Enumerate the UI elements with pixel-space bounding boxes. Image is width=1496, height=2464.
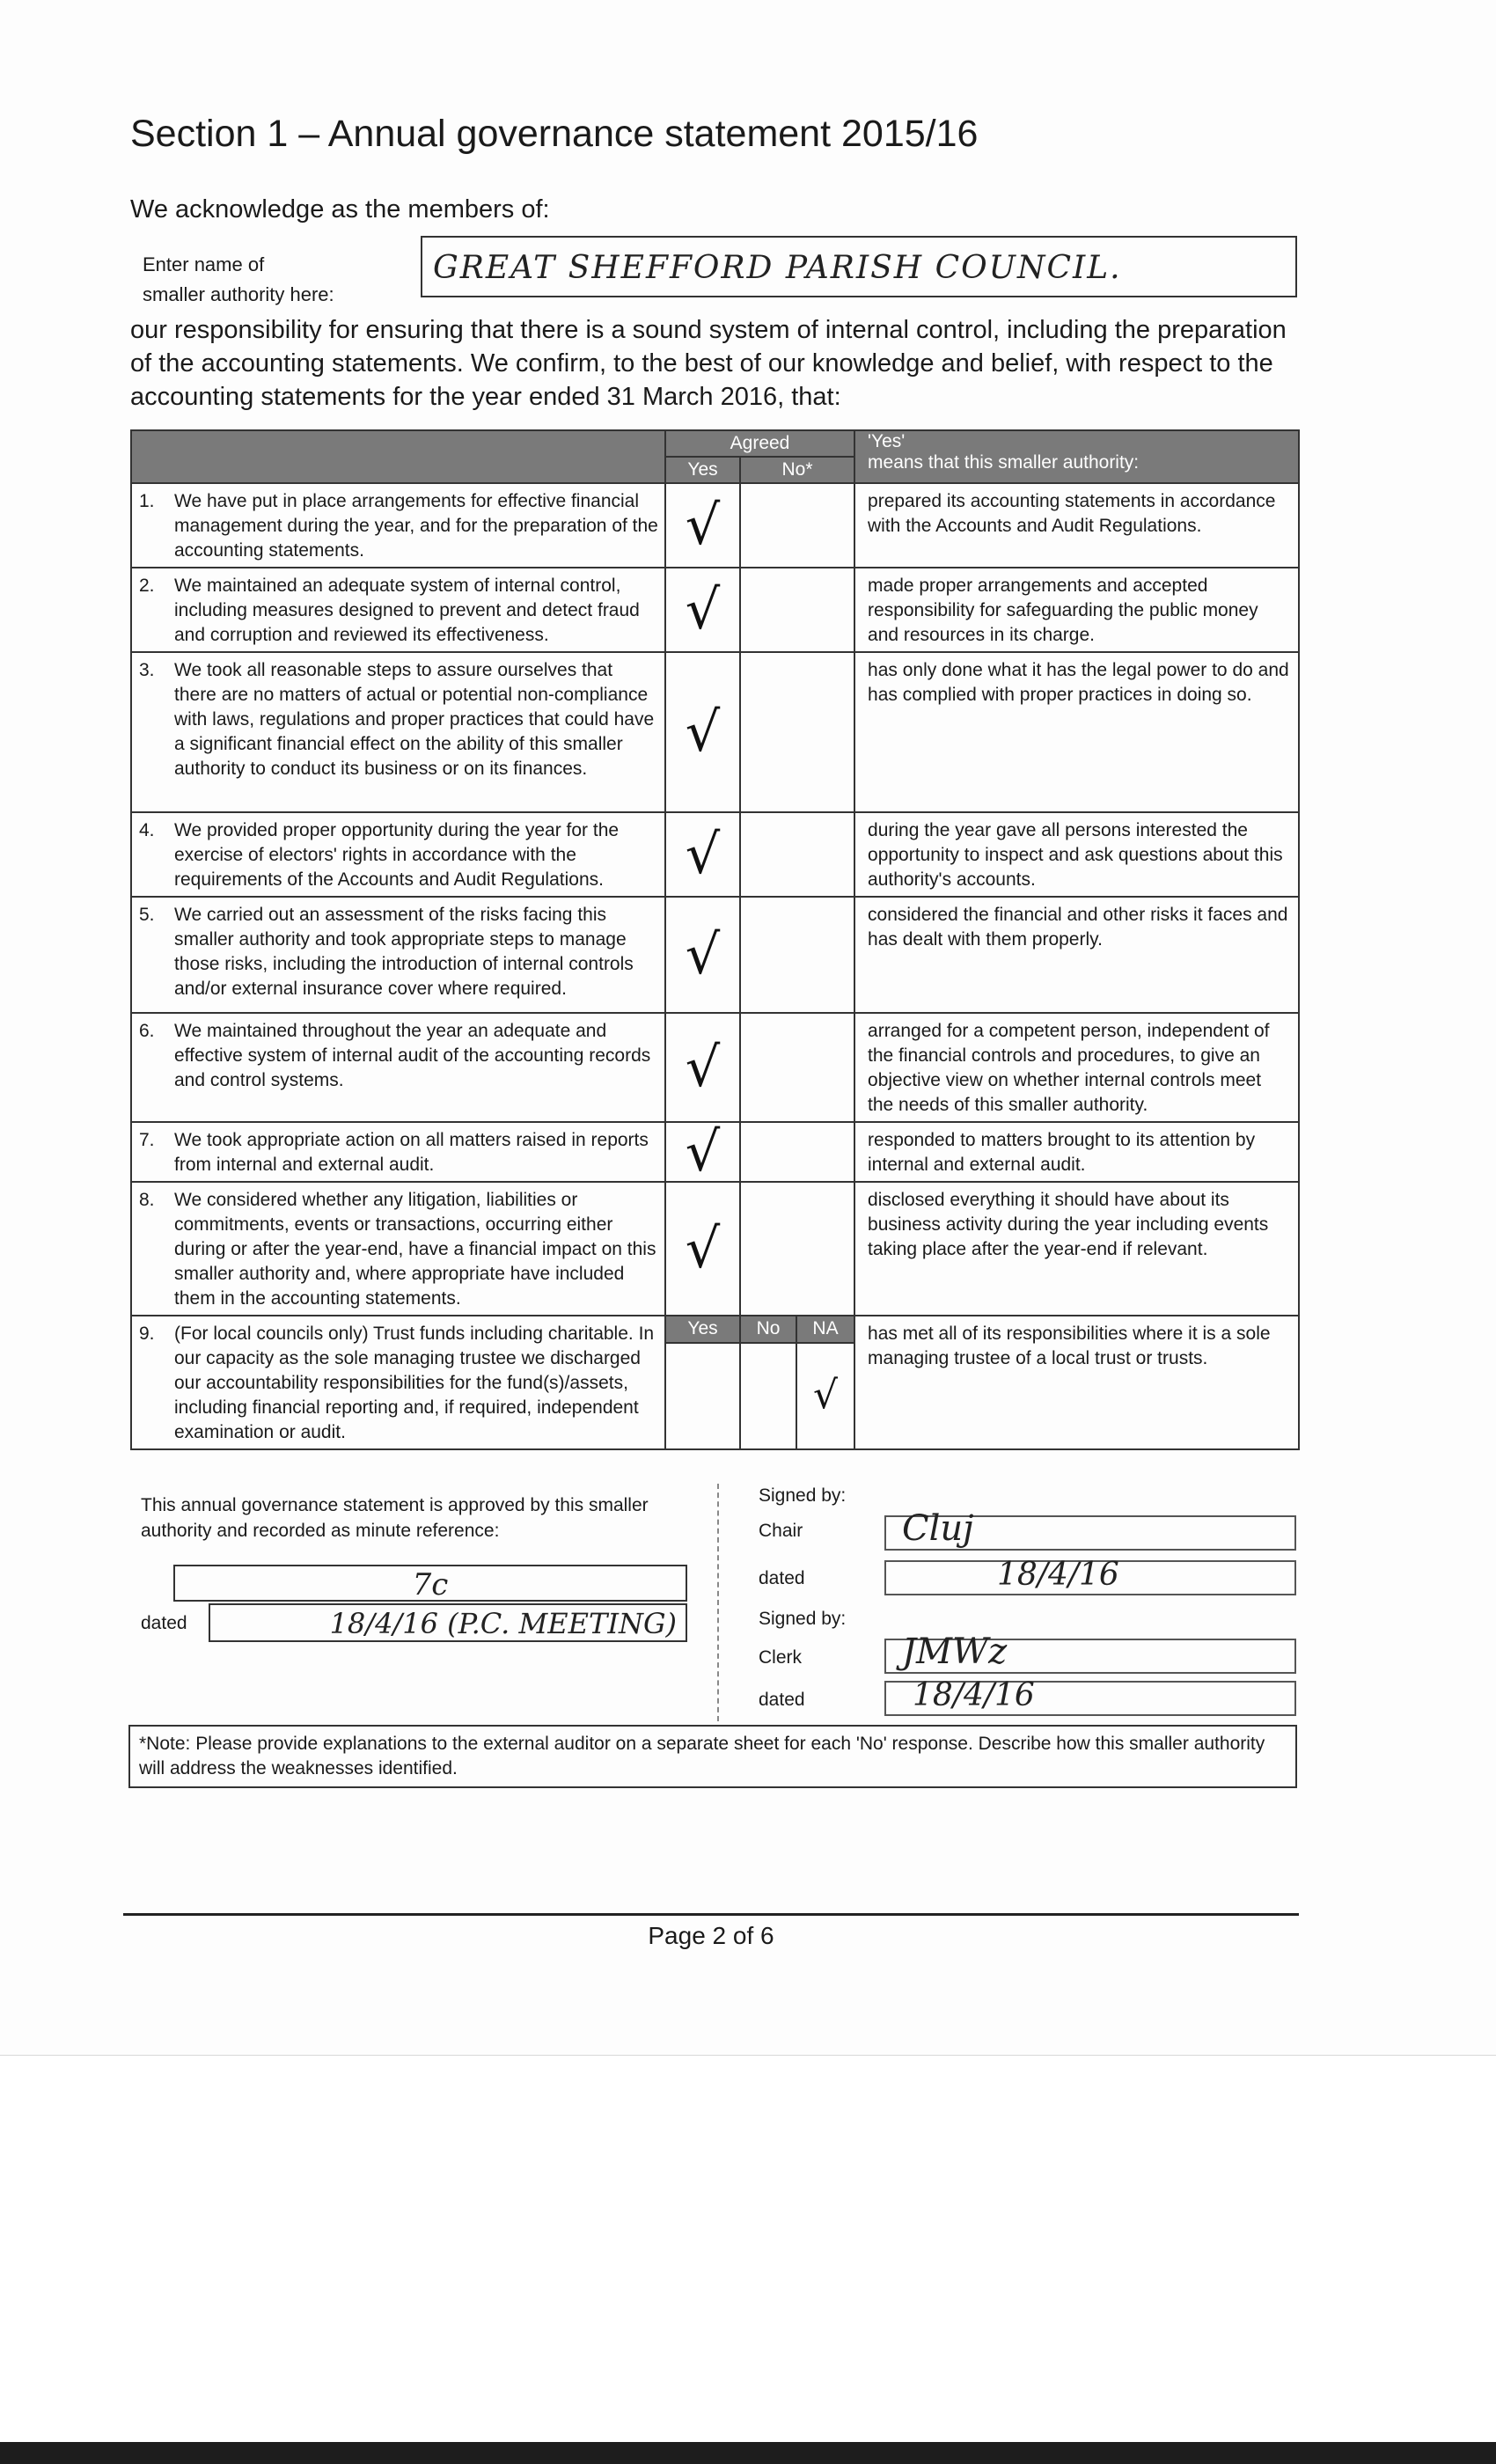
no-checkbox[interactable] [740,483,854,568]
clerk-signature: JMWz [902,1632,1008,1672]
row9-no-checkbox[interactable] [740,1343,796,1449]
scan-bottom-edge [0,2442,1496,2464]
statement-text: We took appropriate action on all matters raised in reports from internal and external audit. [174,1130,649,1175]
statement-cell [131,483,665,568]
statement-text: We carried out an assessment of the risks facing this smaller authority and took appropriate steps to manage those risks, including the introduction of internal controls and/or external insurance cover where required. [174,905,634,999]
authority-name-field[interactable] [421,236,1297,297]
meaning-cell: disclosed everything it should have about its business activity during the year including events taking place after the year-end if relevant. [854,1182,1299,1316]
chair-date-field[interactable] [884,1557,1296,1595]
scan-blank-area [0,2055,1496,2443]
row9-yes-checkbox[interactable] [665,1343,740,1449]
clerk-dated-label: dated [759,1690,805,1710]
authority-label-line2: smaller authority here: [143,283,334,305]
minute-reference-field[interactable] [173,1565,687,1602]
chair-label: Chair [759,1521,803,1541]
statement-cell [131,897,665,1013]
check-mark-icon: √ [685,493,721,557]
page-number: Page 2 of 6 [648,1922,774,1949]
approval-date-field[interactable] [209,1603,687,1642]
yes-means-line1: 'Yes' [868,431,906,451]
no-checkbox[interactable] [740,812,854,897]
yes-means-line2: means that this smaller authority: [868,452,1140,473]
table-row [131,1182,1299,1316]
row9-yes-header: Yes [665,1316,740,1343]
approval-text: This annual governance statement is approved by this smaller authority and recorded as minute reference: [141,1495,649,1541]
statement-cell [131,568,665,652]
meaning-cell: made proper arrangements and accepted responsibility for safeguarding the public money and resources in its charge. [854,568,1299,652]
footer-divider [123,1913,1299,1916]
row9-na-checkbox[interactable] [796,1343,854,1449]
approval-dated-label: dated [141,1613,187,1633]
yes-checkbox[interactable] [665,897,740,1013]
page-title: Section 1 – Annual governance statement 2015/16 [130,113,979,155]
authority-name-value: GREAT SHEFFORD PARISH COUNCIL. [433,250,1122,286]
meaning-cell: during the year gave all persons interested the opportunity to inspect and ask questions about this authority's accounts. [854,812,1299,897]
statement-text: We took all reasonable steps to assure ourselves that there are no matters of actual or potential non-compliance with laws, regulations and proper practices that could have a significant financial effect on the ability of this smaller authority to conduct its business or on its finances. [174,660,655,779]
signature-divider [717,1484,719,1721]
row-number: 2. [139,576,155,596]
statement-text: We maintained throughout the year an adequate and effective system of internal audit of the accounting records and control systems. [174,1021,651,1090]
table-row [131,897,1299,1013]
statement-cell [131,1122,665,1182]
table-header-row-1 [131,430,1299,457]
yes-checkbox[interactable] [665,483,740,568]
statement-text: We provided proper opportunity during the year for the exercise of electors' rights in accordance with the requirements of the Accounts and Audit Regulations. [174,820,620,890]
row-number: 8. [139,1190,155,1210]
clerk-date-value: 18/4/16 [913,1677,1035,1713]
approval-date-value: 18/4/16 (P.C. MEETING) [329,1607,677,1640]
chair-signature-field[interactable] [884,1508,1296,1551]
table-row [131,652,1299,812]
signed-by-label-chair: Signed by: [759,1485,847,1506]
statement-text: We have put in place arrangements for effective financial management during the year, and for the preparation of the accounting statements. [174,491,658,561]
yes-checkbox[interactable] [665,652,740,812]
no-checkbox[interactable] [740,897,854,1013]
signed-by-label-clerk: Signed by: [759,1609,847,1629]
chair-dated-label: dated [759,1568,805,1588]
agreed-header: Agreed [665,430,854,457]
row-number: 9. [139,1324,155,1344]
meaning-cell: prepared its accounting statements in accordance with the Accounts and Audit Regulations. [854,483,1299,568]
meaning-cell: has met all of its responsibilities where it is a sole managing trustee of a local trust or trusts. [854,1316,1299,1449]
clerk-signature-field[interactable] [884,1632,1296,1674]
check-mark-icon: √ [685,1216,721,1280]
statement-cell [131,1316,665,1449]
yes-checkbox[interactable] [665,1182,740,1316]
yes-checkbox[interactable] [665,568,740,652]
minute-reference-value: 7c [412,1567,449,1602]
meaning-cell: arranged for a competent person, independent of the financial controls and procedures, to give an objective view on whether internal controls meet the needs of this smaller authority. [854,1013,1299,1122]
check-mark-icon: √ [685,1119,721,1184]
no-checkbox[interactable] [740,1013,854,1122]
check-mark-icon: √ [685,577,721,642]
row9-no-header: No [740,1316,796,1343]
chair-signature: Cluj [902,1508,974,1549]
yes-checkbox[interactable] [665,1013,740,1122]
table-row [131,568,1299,652]
authority-name-label [143,250,407,310]
row-number: 6. [139,1021,155,1041]
row-number: 5. [139,905,155,925]
table-row [131,812,1299,897]
yes-header: Yes [665,457,740,483]
statement-header [131,430,665,483]
table-row [131,1122,1299,1182]
no-checkbox[interactable] [740,1122,854,1182]
acknowledge-text: We acknowledge as the members of: [130,195,550,224]
table-row [131,1316,1299,1343]
statement-cell [131,1182,665,1316]
row-number: 3. [139,660,155,680]
statement-cell [131,1013,665,1122]
no-header: No* [740,457,854,483]
table-row [131,483,1299,568]
yes-means-header [854,430,1299,483]
statement-cell [131,652,665,812]
no-checkbox[interactable] [740,1182,854,1316]
no-checkbox[interactable] [740,568,854,652]
meaning-cell: considered the financial and other risks it faces and has dealt with them properly. [854,897,1299,1013]
governance-table [130,429,1300,1450]
responsibility-paragraph: our responsibility for ensuring that there is a sound system of internal control, including the preparation of the accounting statements. We confirm, to the best of our knowledge and belief, with respect to the accounting statements for the year ended 31 March 2016, that: [130,316,1287,411]
yes-checkbox[interactable] [665,812,740,897]
no-checkbox[interactable] [740,652,854,812]
chair-date-value: 18/4/16 [997,1557,1119,1593]
statement-text: We considered whether any litigation, liabilities or commitments, events or transactions, occurring either during or after the year-end, have a financial impact on this smaller authority and, where appropriate have included them in the accounting statements. [174,1190,656,1309]
check-mark-icon: √ [685,822,721,886]
row9-na-header: NA [796,1316,854,1343]
row-number: 1. [139,491,155,511]
authority-label-line1: Enter name of [143,253,265,275]
meaning-cell: responded to matters brought to its attention by internal and external audit. [854,1122,1299,1182]
statement-text: (For local councils only) Trust funds including charitable. In our capacity as the sole managing trustee we discharged our accountability responsibilities for the fund(s)/assets, including financial reporting and, if required, independent examination or audit. [174,1324,655,1442]
check-mark-icon: √ [812,1373,839,1419]
meaning-cell: has only done what it has the legal power to do and has complied with proper practices in doing so. [854,652,1299,812]
yes-checkbox[interactable] [665,1119,740,1184]
row-number: 4. [139,820,155,840]
check-mark-icon: √ [685,700,721,764]
row-number: 7. [139,1130,155,1150]
statement-text: We maintained an adequate system of internal control, including measures designed to prevent and detect fraud and corruption and reviewed its effectiveness. [174,576,640,645]
table-row [131,1013,1299,1122]
statement-cell [131,812,665,897]
check-mark-icon: √ [685,1035,721,1099]
check-mark-icon: √ [685,922,721,986]
clerk-date-field[interactable] [884,1677,1296,1716]
clerk-label: Clerk [759,1647,803,1668]
auditor-note: *Note: Please provide explanations to the external auditor on a separate sheet for each 'No' response. Describe how this smaller authority will address the weaknesses identified. [128,1725,1297,1788]
